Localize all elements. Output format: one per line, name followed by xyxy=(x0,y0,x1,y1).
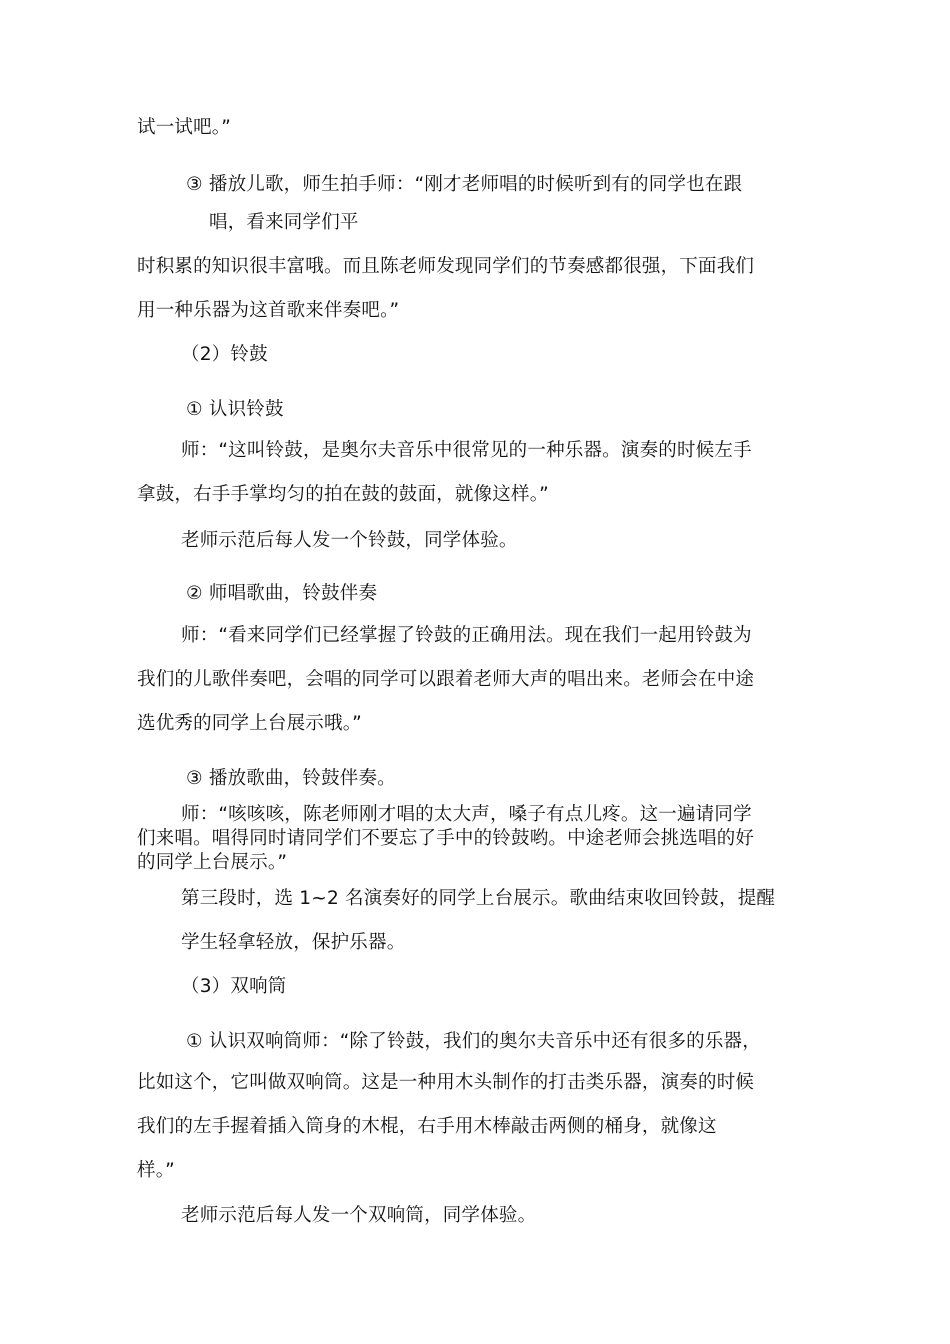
text-line: ② 师唱歌曲，铃鼓伴奏 xyxy=(186,583,378,604)
text-line: 试一试吧。” xyxy=(137,117,232,138)
text-line: 唱，看来同学们平 xyxy=(209,212,359,233)
text-line: ① 认识铃鼓 xyxy=(186,399,284,420)
text-line: 师：“看来同学们已经掌握了铃鼓的正确用法。现在我们一起用铃鼓为 xyxy=(181,625,752,646)
text-line: ① 认识双响筒师：“除了铃鼓，我们的奥尔夫音乐中还有很多的乐器， xyxy=(186,1031,761,1052)
text-line: 老师示范后每人发一个铃鼓，同学体验。 xyxy=(181,530,518,551)
text-line: 们来唱。唱得同时请同学们不要忘了手中的铃鼓哟。中途老师会挑选唱的好 xyxy=(137,828,755,849)
section-heading: （2）铃鼓 xyxy=(181,344,268,365)
text-line: 的同学上台展示。” xyxy=(137,852,288,873)
text-line: 选优秀的同学上台展示哦。” xyxy=(137,713,362,734)
text-line: ③ 播放歌曲，铃鼓伴奏。 xyxy=(186,768,396,789)
section-heading: （3）双响筒 xyxy=(181,976,287,997)
text-line: 时积累的知识很丰富哦。而且陈老师发现同学们的节奏感都很强，下面我们 xyxy=(137,256,755,277)
text-line: 用一种乐器为这首歌来伴奏吧。” xyxy=(137,300,400,321)
text-line: 拿鼓，右手手掌均匀的拍在鼓的鼓面，就像这样。” xyxy=(137,484,549,505)
text-line: 我们的左手握着插入筒身的木棍，右手用木棒敲击两侧的桶身，就像这 xyxy=(137,1116,717,1137)
text-line: 比如这个，它叫做双响筒。这是一种用木头制作的打击类乐器，演奏的时候 xyxy=(137,1072,755,1093)
text-line: ③ 播放儿歌，师生拍手师：“刚才老师唱的时候听到有的同学也在跟 xyxy=(186,174,743,195)
text-line: 老师示范后每人发一个双响筒，同学体验。 xyxy=(181,1205,537,1226)
text-line: 我们的儿歌伴奏吧，会唱的同学可以跟着老师大声的唱出来。老师会在中途 xyxy=(137,669,755,690)
text-line: 师：“咳咳咳，陈老师刚才唱的太大声，嗓子有点儿疼。这一遍请同学 xyxy=(181,804,752,825)
text-line: 样。” xyxy=(137,1160,175,1181)
text-line: 学生轻拿轻放，保护乐器。 xyxy=(181,932,406,953)
text-line: 师：“这叫铃鼓，是奥尔夫音乐中很常见的一种乐器。演奏的时候左手 xyxy=(181,440,752,461)
text-line: 第三段时，选 1~2 名演奏好的同学上台展示。歌曲结束收回铃鼓，提醒 xyxy=(181,888,776,909)
